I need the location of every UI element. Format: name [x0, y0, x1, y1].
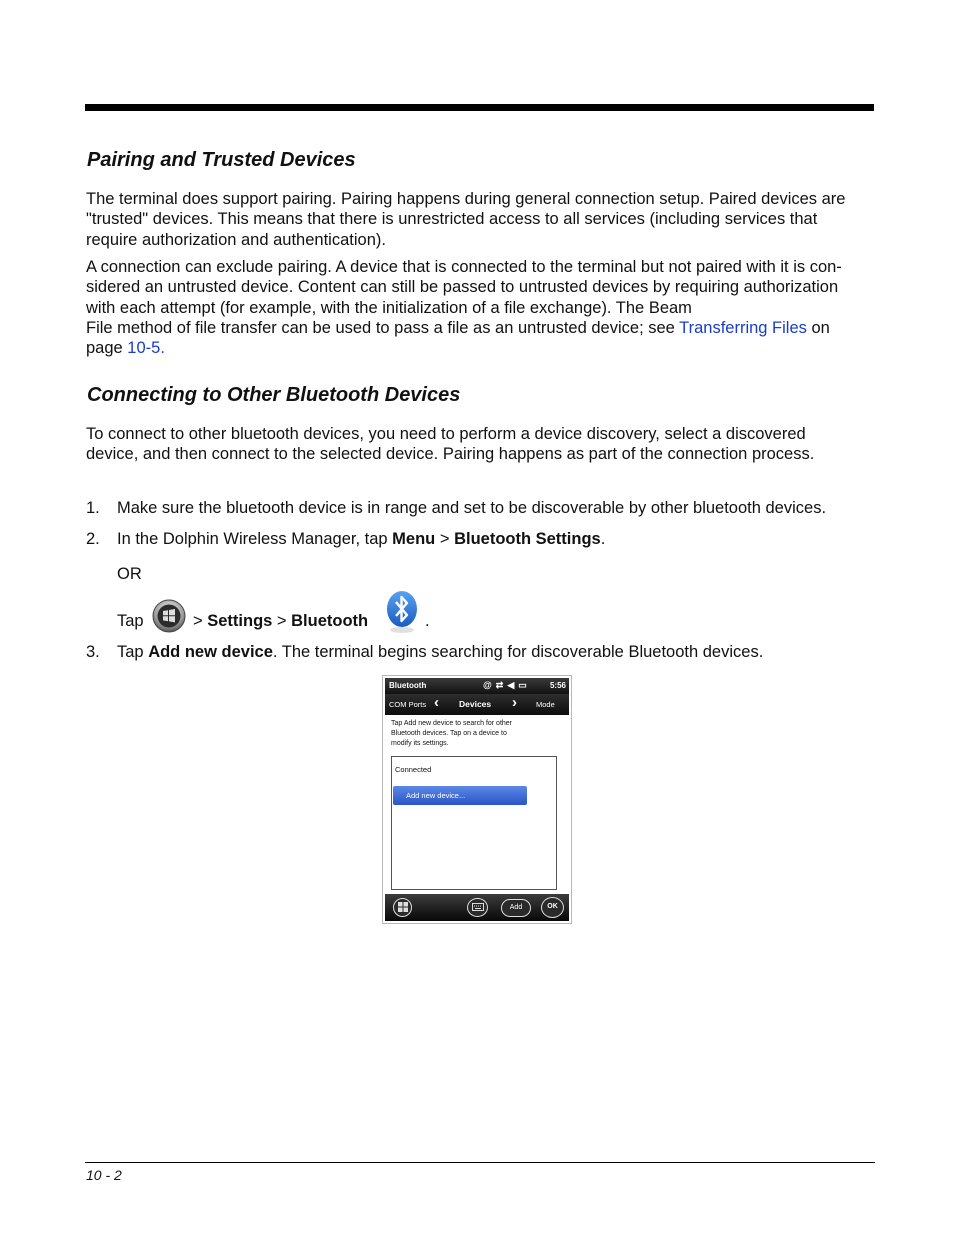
bluetooth-settings-label: Bluetooth Settings: [454, 530, 601, 548]
instructions-text: [391, 719, 561, 748]
text-line: with each attempt (for example, with the initialization of a file exchange). The Beam: [86, 298, 692, 317]
menu-label: Menu: [392, 530, 436, 548]
header-rule: [85, 104, 874, 111]
text-fragment: page: [86, 339, 128, 358]
text-fragment: File method of file transfer can be used to pass a file as an untrusted device; see: [86, 318, 680, 337]
text-line: A connection can exclude pairing. A device that is connected to the terminal but not paired with it is con-: [86, 258, 842, 276]
clock: 5:56: [549, 681, 566, 690]
tab-mode[interactable]: Mode: [536, 700, 555, 709]
add-button[interactable]: Add: [501, 899, 531, 917]
paragraph-pairing-intro: [86, 189, 878, 250]
text-line: To connect to other bluetooth devices, you need to perform a device discovery, select a discovered: [86, 425, 806, 443]
text-fragment: >: [272, 612, 292, 630]
transferring-files-link[interactable]: Transferring Files: [679, 318, 807, 337]
chevron-left-icon[interactable]: ‹: [434, 694, 439, 711]
device-list: [391, 756, 557, 890]
step-number: 2.: [86, 530, 100, 548]
tap-label: Tap: [117, 612, 144, 630]
heading-connecting: Connecting to Other Bluetooth Devices: [87, 384, 461, 406]
step-3-text: [117, 643, 763, 662]
screen-title: Bluetooth: [389, 681, 427, 690]
text-line: require authorization and authentication).: [86, 230, 386, 249]
tab-com-ports[interactable]: COM Ports: [389, 700, 427, 709]
step-number: 3.: [86, 643, 100, 661]
instruction-line: Bluetooth devices. Tap on a device to: [391, 729, 507, 737]
bluetooth-screenshot: [382, 675, 572, 924]
footer-rule: [85, 1162, 875, 1163]
chevron-right-icon[interactable]: ›: [512, 694, 517, 711]
settings-label: Settings: [207, 612, 273, 630]
step-1-text: Make sure the bluetooth device is in range and set to be discoverable by other bluetooth devices.: [117, 499, 827, 517]
or-label: OR: [117, 565, 142, 583]
page-ref-link[interactable]: 10-5.: [127, 339, 165, 358]
text-fragment: In the Dolphin Wireless Manager, tap: [117, 530, 393, 548]
add-new-device-item[interactable]: Add new device...: [393, 786, 527, 805]
period: .: [425, 612, 430, 630]
text-fragment: >: [435, 530, 455, 548]
instruction-line: Tap Add new device to search for other: [391, 720, 513, 727]
ok-button[interactable]: OK: [541, 897, 564, 918]
settings-path: [193, 612, 368, 631]
connectivity-icon: @: [483, 680, 496, 690]
status-bar: [385, 678, 569, 694]
page-number: 10 - 2: [86, 1167, 122, 1183]
text-line: [86, 338, 878, 358]
text-fragment: >: [193, 612, 208, 630]
text-line: "trusted" devices. This means that there is unrestricted access to all services (including services that: [86, 210, 818, 229]
text-line: [86, 318, 878, 338]
tab-bar: [385, 694, 569, 715]
heading-pairing: Pairing and Trusted Devices: [87, 149, 356, 171]
device-screen: [385, 678, 569, 921]
add-new-device-label: Add new device: [148, 643, 273, 661]
bluetooth-icon: [385, 590, 419, 634]
keyboard-button[interactable]: [467, 898, 488, 917]
text-fragment: . The terminal begins searching for discoverable Bluetooth devices.: [272, 643, 764, 661]
instruction-line: modify its settings.: [391, 739, 449, 747]
volume-icon: ◀: [507, 680, 519, 690]
text-fragment: on: [806, 318, 830, 337]
paragraph-connecting-intro: [86, 424, 878, 465]
start-button[interactable]: [393, 898, 412, 917]
windows-start-icon: [398, 902, 408, 912]
battery-icon: ▭: [518, 680, 531, 690]
sync-icon: ⇄: [495, 680, 508, 690]
soft-key-bar: [385, 894, 569, 921]
connected-label: Connected: [395, 765, 432, 774]
text-line: The terminal does support pairing. Pairing happens during general connection setup. Paired devices are: [86, 190, 846, 208]
text-line: device, and then connect to the selected device. Pairing happens as part of the connection process.: [86, 445, 815, 464]
tab-devices[interactable]: Devices: [459, 699, 492, 709]
text-line: sidered an untrusted device. Content can still be passed to untrusted devices by requiring authorization: [86, 278, 839, 297]
step-2-text: [117, 530, 605, 549]
text-fragment: Tap: [117, 643, 149, 661]
windows-start-icon: [152, 599, 186, 633]
step-number: 1.: [86, 499, 100, 517]
bluetooth-label: Bluetooth: [291, 612, 369, 630]
text-fragment: .: [600, 530, 606, 548]
keyboard-icon: [472, 903, 484, 911]
paragraph-untrusted: [86, 257, 878, 358]
status-icons: [483, 680, 531, 691]
